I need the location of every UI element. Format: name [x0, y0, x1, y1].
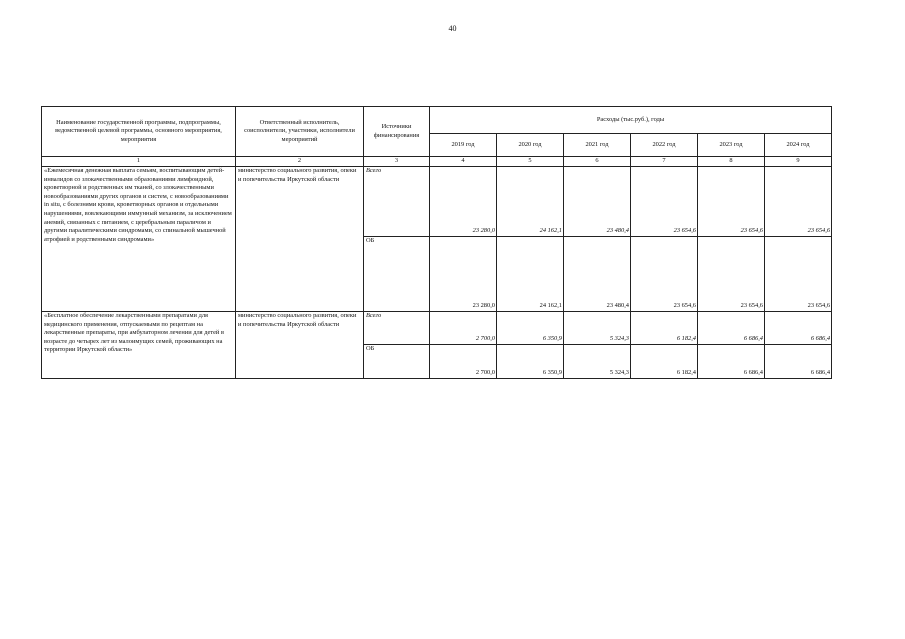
page-number: 40 — [448, 24, 457, 33]
source-sub-label: ОБ — [364, 237, 430, 312]
header-year: 2019 год — [430, 134, 497, 157]
total-value: 23 280,0 — [430, 167, 497, 237]
column-number-row — [42, 157, 832, 167]
budget-table — [41, 106, 832, 379]
header-year: 2024 год — [765, 134, 832, 157]
sub-value: 23 280,0 — [430, 237, 497, 312]
column-number: 5 — [497, 157, 564, 167]
total-value: 6 182,4 — [631, 312, 698, 345]
total-value: 23 654,6 — [631, 167, 698, 237]
header-name: Наименование государственной программы, подпрограммы, ведомственной целевой программы, основного мероприятия, мероприятия — [42, 107, 236, 157]
total-value: 2 700,0 — [430, 312, 497, 345]
column-number: 2 — [236, 157, 364, 167]
total-value: 6 350,9 — [497, 312, 564, 345]
table-row — [42, 167, 832, 237]
sub-value: 23 480,4 — [564, 237, 631, 312]
source-total-label: Всего — [364, 312, 430, 345]
sub-value: 23 654,6 — [765, 237, 832, 312]
header-year: 2021 год — [564, 134, 631, 157]
header-expenses: Расходы (тыс.руб.), годы — [430, 107, 832, 134]
header-year: 2022 год — [631, 134, 698, 157]
column-number: 6 — [564, 157, 631, 167]
measure-name: «Ежемесячная денежная выплата семьям, воспитывающим детей-инвалидов со злокачественными образованиями лимфоидной, кроветворной и родственных им тканей, со злокачественными новообразованиями других органов и систем, с новообразованиями in situ, с болезнями крови, кроветворных органов и отдельными нарушениями, вовлекающими иммунный механизм, за исключением анемий, связанных с питанием, с церебральным параличом и другими паралитическими синдромами, со спинальной мышечной атрофией и родственными синдромами» — [42, 167, 236, 312]
sub-value: 23 654,6 — [698, 237, 765, 312]
measure-executor: министерство социального развития, опеки и попечительства Иркутской области — [236, 167, 364, 312]
total-value: 6 686,4 — [765, 312, 832, 345]
header-year: 2020 год — [497, 134, 564, 157]
total-value: 6 686,4 — [698, 312, 765, 345]
column-number: 9 — [765, 157, 832, 167]
header-executor: Ответственный исполнитель, соисполнители, участники, исполнители мероприятий — [236, 107, 364, 157]
total-value: 23 654,6 — [698, 167, 765, 237]
measure-executor: министерство социального развития, опеки и попечительства Иркутской области — [236, 312, 364, 379]
sub-value: 24 162,1 — [497, 237, 564, 312]
sub-value: 23 654,6 — [631, 237, 698, 312]
measure-name: «Бесплатное обеспечение лекарственными препаратами для медицинского применения, отпускаемыми по рецептам на лекарственные препараты, при амбулаторном лечении для детей в возрасте до четырех лет из малоимущих семей, проживающих на территории Иркутской области» — [42, 312, 236, 379]
total-value: 24 162,1 — [497, 167, 564, 237]
column-number: 8 — [698, 157, 765, 167]
column-number: 3 — [364, 157, 430, 167]
source-sub-label: ОБ — [364, 345, 430, 379]
column-number: 1 — [42, 157, 236, 167]
sub-value: 5 324,3 — [564, 345, 631, 379]
total-value: 23 480,4 — [564, 167, 631, 237]
header-source: Источники финансирования — [364, 107, 430, 157]
header-row-top — [42, 107, 832, 134]
table-row — [42, 312, 832, 345]
column-number: 7 — [631, 157, 698, 167]
sub-value: 6 350,9 — [497, 345, 564, 379]
sub-value: 2 700,0 — [430, 345, 497, 379]
source-total-label: Всего — [364, 167, 430, 237]
total-value: 23 654,6 — [765, 167, 832, 237]
column-number: 4 — [430, 157, 497, 167]
header-year: 2023 год — [698, 134, 765, 157]
sub-value: 6 182,4 — [631, 345, 698, 379]
sub-value: 6 686,4 — [698, 345, 765, 379]
sub-value: 6 686,4 — [765, 345, 832, 379]
total-value: 5 324,3 — [564, 312, 631, 345]
